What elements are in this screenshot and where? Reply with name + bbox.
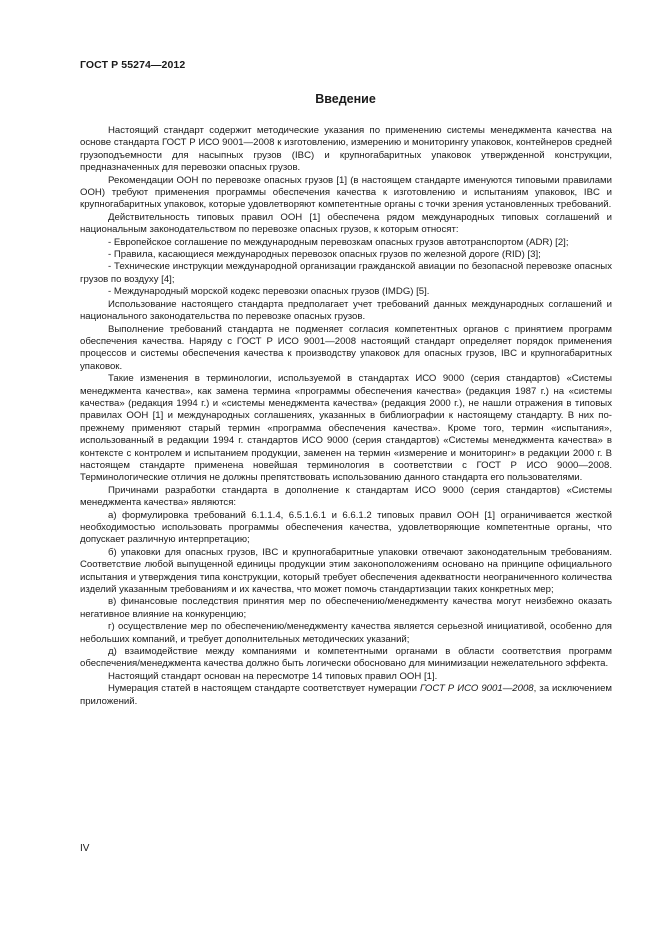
standard-designation: ГОСТ Р 55274—2012	[80, 59, 186, 71]
paragraph-numbering	[80, 683, 612, 708]
page-number: IV	[80, 843, 90, 854]
list-item: - Правила, касающиеся международных перевозок опасных грузов по железной дороге (RID) [3];	[108, 249, 541, 261]
paragraph: Такие изменения в терминологии, используемой в стандартах ИСО 9000 (серия стандартов) «Системы менеджмента качества», как замена термина «программы обеспечения качества» (редакция 1987 г.) на «системы качества» (редакция 1994 г.) и «системы менеджмента качества» (редакция 2000 г.), не нашли отражения в типовых правилах ООН [1] и международных соглашениях, указанных в библиографии к настоящему стандарту. В них по-прежнему применяют старый термин «программа обеспечения качества». Кроме того, термин «испытания», использованный в редакции 1994 г. стандартов ИСО 9000 (серия стандартов) «Системы менеджмента качества» в контексте с контролем и испытанием продукции, заменен на термин «измерение и мониторинг» в редакции 2000 г. В настоящем стандарте применена новейшая терминология в соответствии с ГОСТ Р ИСО 9000—2008. Терминологические отличия не должны препятствовать использованию данного стандарта его пользователями.	[80, 373, 612, 484]
section-title: Введение	[315, 92, 376, 106]
list-item: а) формулировка требований 6.1.1.4, 6.5.1.6.1 и 6.6.1.2 типовых правил ООН [1] ограничивается жесткой необходимостью использовать программы обеспечения качества, удовлетворяющие компетентные органы, что допускает различную интерпретацию;	[80, 509, 612, 546]
introduction-body	[80, 125, 612, 708]
paragraph: Использование настоящего стандарта предполагает учет требований данных международных соглашений и национального законодательства по перевозке опасных грузов.	[80, 298, 612, 323]
paragraph: Настоящий стандарт основан на пересмотре 14 типовых правил ООН [1].	[108, 670, 438, 682]
standard-reference: ГОСТ Р ИСО 9001—2008	[419, 683, 534, 695]
list-item: - Европейское соглашение по международным перевозкам опасных грузов автотранспортом (ADR) [2];	[108, 236, 569, 248]
paragraph: Рекомендации ООН по перевозке опасных грузов [1] (в настоящем стандарте именуются типовыми правилами ООН) требуют применения программы обеспечения качества к изготовлению и испытаниям упаковок, IBC и крупногабаритных упаковок, которые удовлетворяют компетентные органы с точки зрения установленных требований.	[80, 174, 612, 211]
list-item: - Международный морской кодекс перевозки опасных грузов (IMDG) [5].	[108, 286, 430, 298]
list-item: - Технические инструкции международной организации гражданской авиации по безопасной перевозке опасных грузов по воздуху [4];	[80, 261, 612, 285]
numbering-text: Нумерация статей в настоящем стандарте соответствует нумерации	[108, 683, 420, 695]
paragraph: Выполнение требований стандарта не подменяет согласия компетентных органов с принятием программ обеспечения качества. Наряду с ГОСТ Р ИСО 9001—2008 настоящий стандарт определяет порядок применения процессов и системы обеспечения качества к производству упаковок для опасных грузов, IBC и крупногабаритных упаковок.	[80, 323, 612, 372]
paragraph: Действительность типовых правил ООН [1] обеспечена рядом международных типовых соглашений и национальным законодательством по перевозке опасных грузов, к которым относят:	[80, 211, 612, 236]
paragraph: Причинами разработки стандарта в дополнение к стандартам ИСО 9000 (серия стандартов) «Системы менеджмента качества» являются:	[80, 484, 612, 509]
list-item: г) осуществление мер по обеспечению/менеджменту качества является серьезной инициативой, особенно для небольших компаний, и требует дополнительных методических указаний;	[80, 621, 612, 645]
list-item: в) финансовые последствия принятия мер по обеспечению/менеджменту качества могут неизбежно оказать негативное влияние на конкуренцию;	[80, 596, 612, 620]
list-item: б) упаковки для опасных грузов, IBC и крупногабаритные упаковки отвечают законодательным требованиям. Соответствие любой выпущенной единицы продукции этим законоположениям основано на принципе официального испытания и утверждения типа конструкции, который требует обеспечения адекватности неограниченного количества изделий указанным требованиям и их качества, что может помочь стандартизации таких конкретных мер;	[80, 546, 612, 596]
numbering-text-end: , за исключением приложений.	[80, 683, 613, 707]
paragraph: Настоящий стандарт содержит методические указания по применению системы менеджмента качества на основе стандарта ГОСТ Р ИСО 9001—2008 к изготовлению, измерению и мониторингу упаковок, контейнеров средней грузоподъемности для насыпных грузов (IBC) и крупногабаритных упаковок утвержденной конструкции, предназначенных для перевозки опасных грузов.	[80, 125, 612, 174]
list-item: д) взаимодействие между компаниями и компетентными органами в области соответствия программ обеспечения/менеджмента качества должно быть логически обосновано для минимизации нежелательного эффекта.	[80, 646, 612, 670]
